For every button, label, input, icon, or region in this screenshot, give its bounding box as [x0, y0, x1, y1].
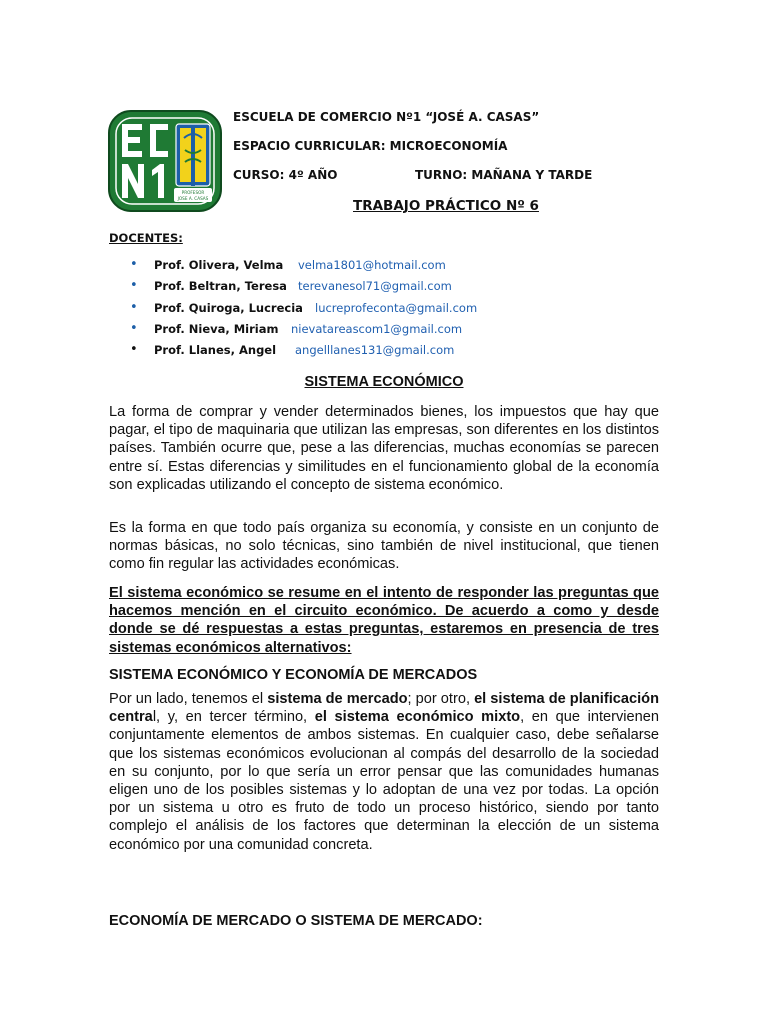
school-logo [108, 110, 222, 212]
section-title-text: SISTEMA ECONÓMICO [304, 374, 464, 390]
teacher-name: Prof. Llanes, Angel [154, 343, 277, 358]
bullet-icon: • [130, 342, 138, 358]
teacher-email-link[interactable]: lucreprofeconta@gmail.com [315, 300, 478, 315]
term-market-system: sistema de mercado [267, 691, 408, 707]
paragraph-definition: Es la forma en que todo país organiza su economía, y consiste en un conjunto de normas básicas, no solo técnicas, sino también de nivel institucional, que tienen como fin regular las actividades económicas. [109, 520, 659, 573]
teacher-email-link[interactable]: velma1801@hotmail.com [298, 258, 446, 272]
text-run: , en que intervienen conjuntamente elementos de ambos sistemas. En cualquier caso, debe señalarse que los sistemas económicos evolucionan al compás del desarrollo de la sociedad en su conjunto, por lo que sería un error pensar que las comunidades humanas eligen uno de los posibles sistemas y lo adoptan de una vez por todas. La opción por un sistema u otro es fruto de todo un proceso histórico, siendo por tanto complejo el análisis de los factores que determinan la elección de un sistema económico por una comunidad concreta. [109, 709, 660, 853]
teacher-name: Prof. Olivera, Velma [154, 258, 284, 272]
paragraph-summary: El sistema económico se resume en el intento de responder las preguntas que hacemos mención en el circuito económico. De acuerdo a como y desde donde se dé respuestas a estas preguntas, estaremos en presencia de tres sistemas económicos alternativos: [109, 585, 659, 656]
text-run: Por un lado, tenemos el [109, 691, 268, 707]
paragraph-intro: La forma de comprar y vender determinados bienes, los impuestos que hay que pagar, el tipo de maquinaria que utilizan las empresas, son diferentes en los distintos países. También ocurre que, pese a las diferencias, muchas economías se parecen entre sí. Estas diferencias y similitudes en el funcionamiento global de la economía son explicadas utilizando el concepto de sistema económico. [109, 404, 659, 493]
subheading-systems: SISTEMA ECONÓMICO Y ECONOMÍA DE MERCADOS [109, 667, 478, 683]
section-title [0, 374, 768, 390]
bullet-icon: • [130, 320, 138, 336]
practical-work-title: TRABAJO PRÁCTICO Nº 6 [353, 198, 539, 214]
teacher-name: Prof. Quiroga, Lucrecia [154, 300, 303, 315]
teacher-name: Prof. Beltran, Teresa [154, 279, 287, 294]
curricular-space: ESPACIO CURRICULAR: MICROECONOMÍA [233, 139, 508, 153]
text-run: ; por otro, [407, 691, 475, 707]
teachers-label: DOCENTES: [109, 231, 183, 245]
shift: TURNO: MAÑANA Y TARDE [415, 168, 593, 182]
teacher-email-link[interactable]: angelllanes131@gmail.com [295, 343, 455, 358]
bullet-icon: • [130, 278, 138, 294]
term-central-planning: el sistema de planificación centra [109, 691, 659, 726]
teacher-name: Prof. Nieva, Miriam [154, 321, 279, 336]
paragraph-systems [109, 690, 659, 854]
term-mixed-system: el sistema económico mixto [314, 709, 521, 726]
logo-caption-top: PROFESOR [181, 190, 205, 195]
text-run: l, y, en tercer término, [152, 709, 315, 726]
teacher-email-link[interactable]: nievatareascom1@gmail.com [291, 321, 463, 336]
course: CURSO: 4º AÑO [233, 168, 338, 182]
subheading-market-economy: ECONOMÍA DE MERCADO O SISTEMA DE MERCADO: [109, 913, 483, 929]
bullet-icon: • [130, 299, 138, 315]
bullet-icon: • [130, 257, 138, 272]
logo-caption-bottom: JOSE A. CASAS [177, 196, 209, 201]
school-name: ESCUELA DE COMERCIO Nº1 “JOSÉ A. CASAS” [233, 110, 540, 124]
teacher-email-link[interactable]: terevanesol71@gmail.com [298, 279, 452, 294]
